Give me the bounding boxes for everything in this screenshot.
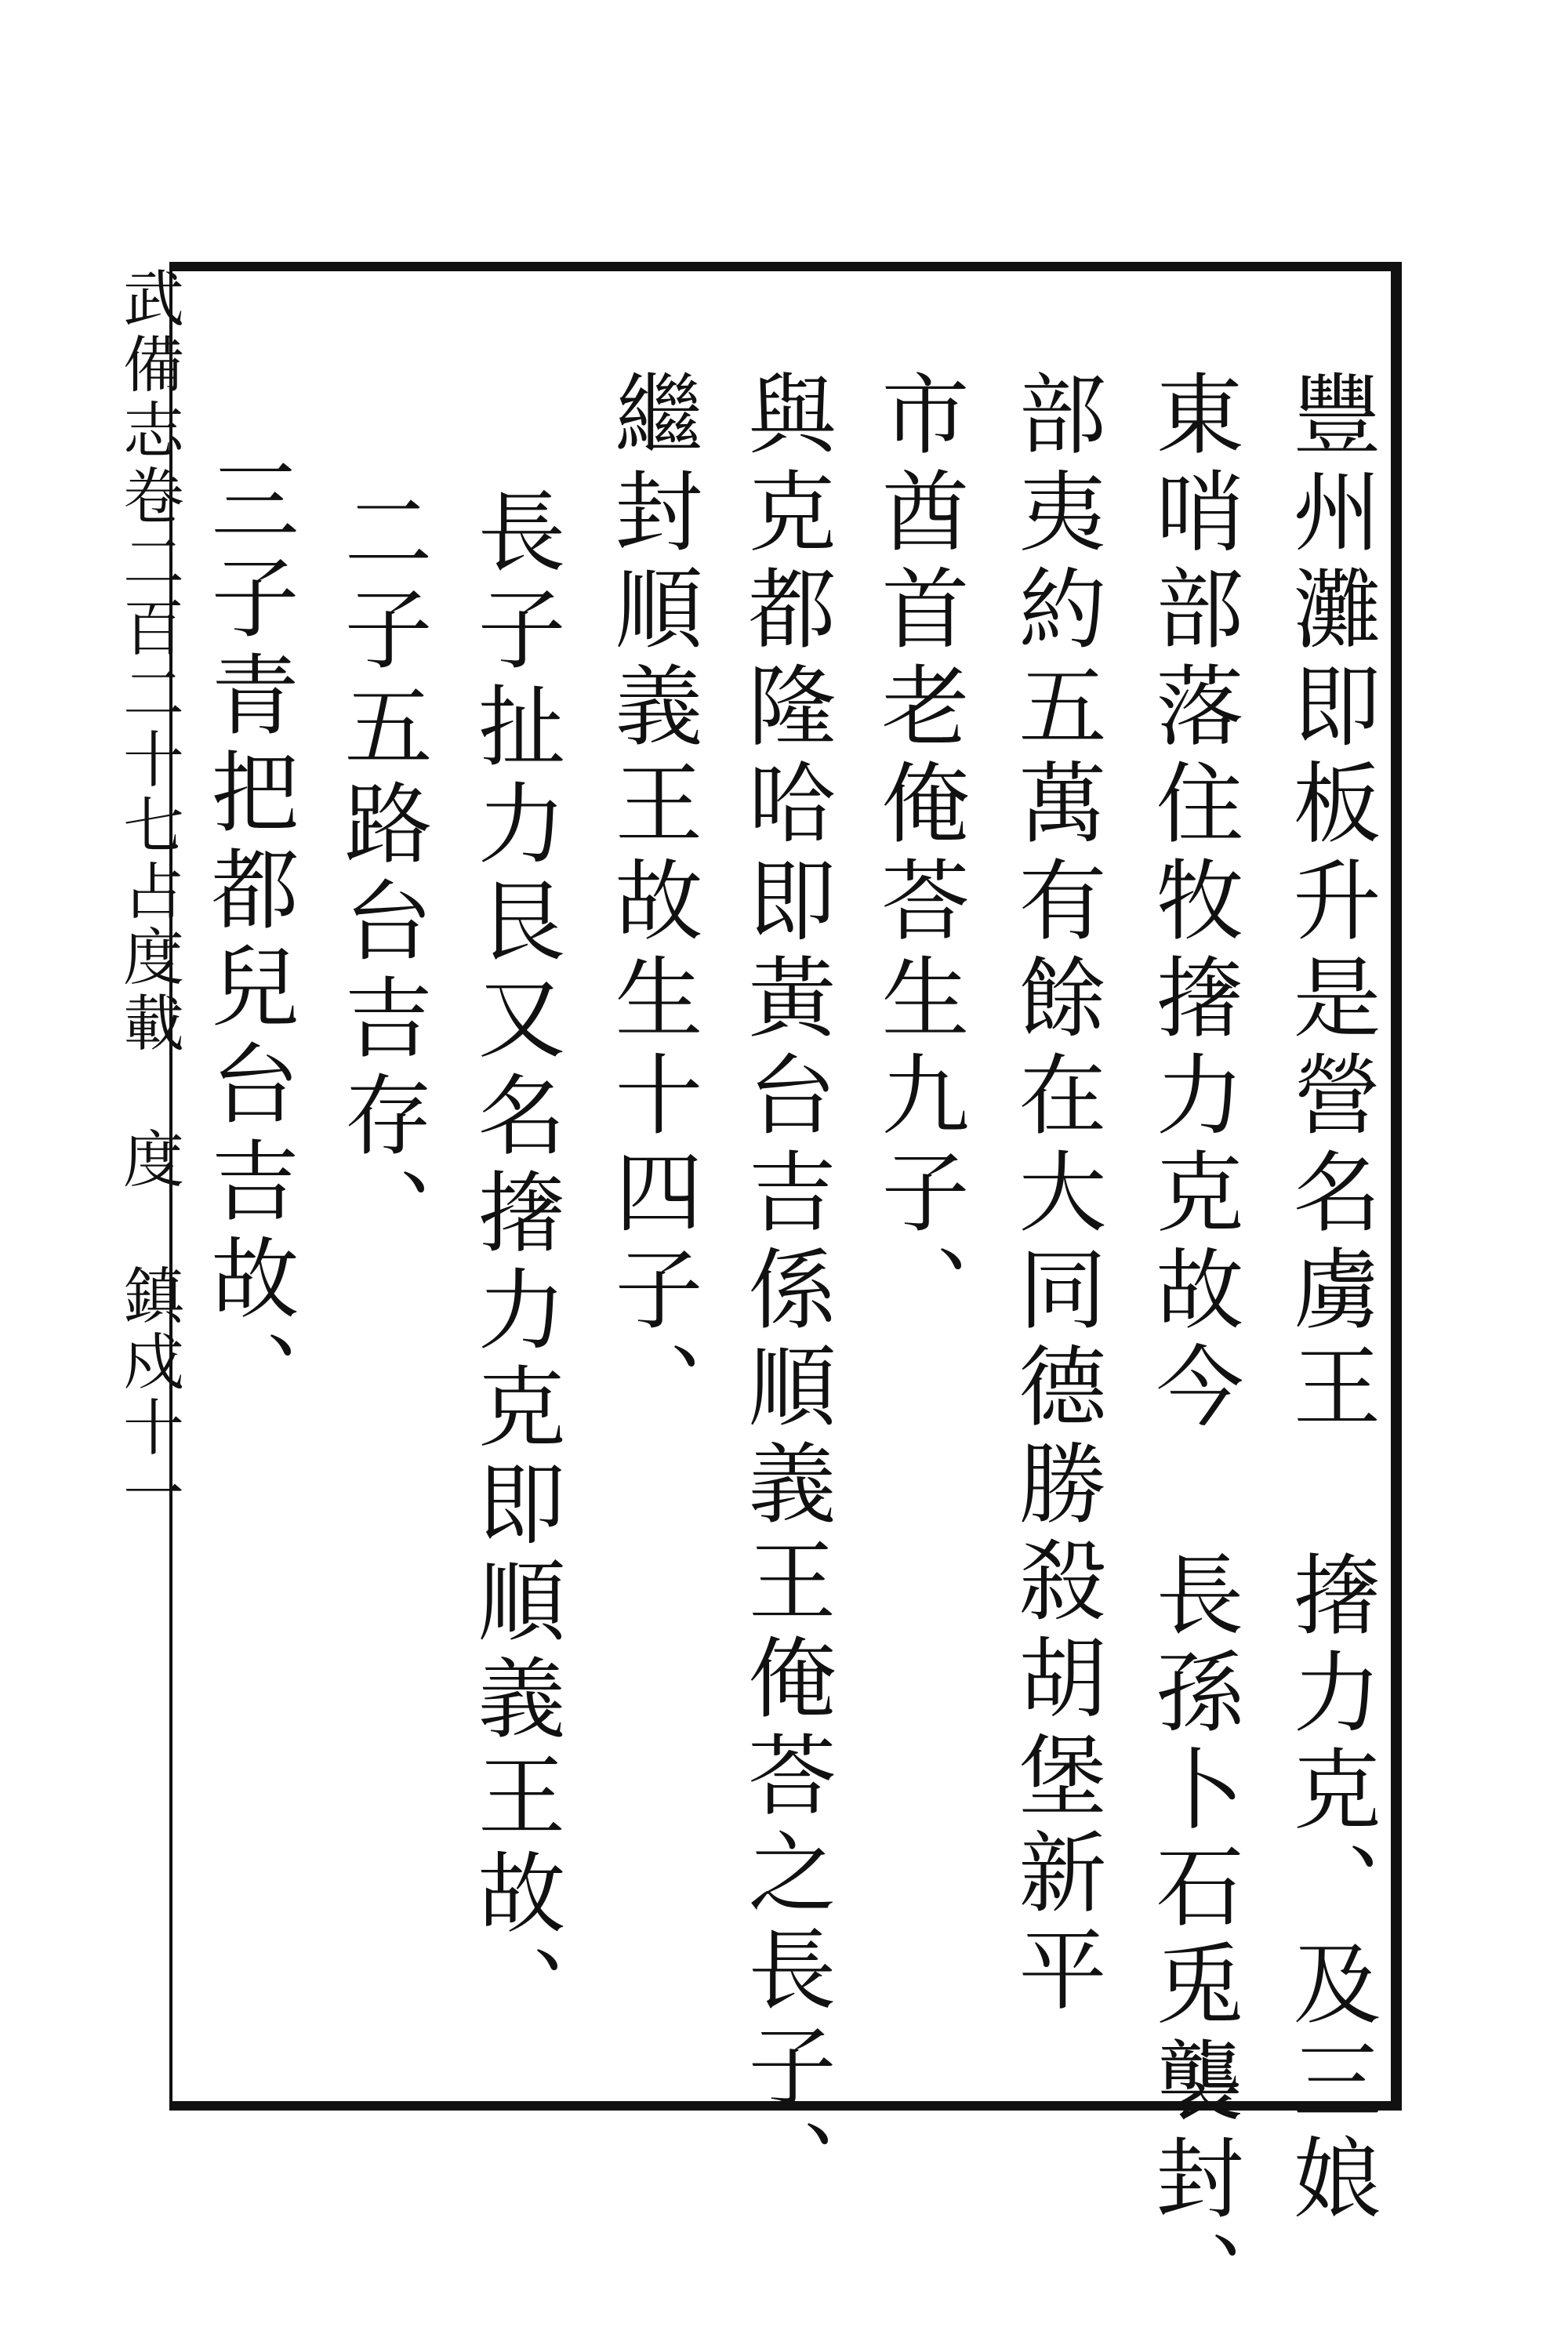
text-column-4: 市酋首老俺荅生九子、 xyxy=(867,368,969,1341)
text-column-9: 三子青把都兒台吉故、 xyxy=(197,455,299,1427)
text-column-8: 二子五路台吉存、 xyxy=(330,486,432,1264)
gutter-section: 度 xyxy=(113,1127,183,1193)
text-column-1: 豐州灘即板升是營名虜王 撦力克、及三娘 xyxy=(1279,368,1381,2230)
gutter-book-title: 武備志卷二百二十七占度載 xyxy=(113,267,183,1057)
text-column-6: 繼封順義王故生十四子、 xyxy=(601,368,702,1438)
gutter-subsection: 鎮戍十一 xyxy=(113,1264,183,1527)
gutter-title xyxy=(113,267,183,1527)
text-column-7: 長子扯力艮又名撦力克即順義王故、 xyxy=(463,486,565,2042)
text-column-5: 與克都隆哈即黃台吉係順義王俺荅之長子、 xyxy=(734,368,836,2216)
text-column-3: 部夷約五萬有餘在大同德勝殺胡堡新平 xyxy=(1004,368,1106,2021)
text-column-2: 東哨部落住牧撦力克故今 長孫卜石兎襲封、 xyxy=(1142,368,1243,2327)
